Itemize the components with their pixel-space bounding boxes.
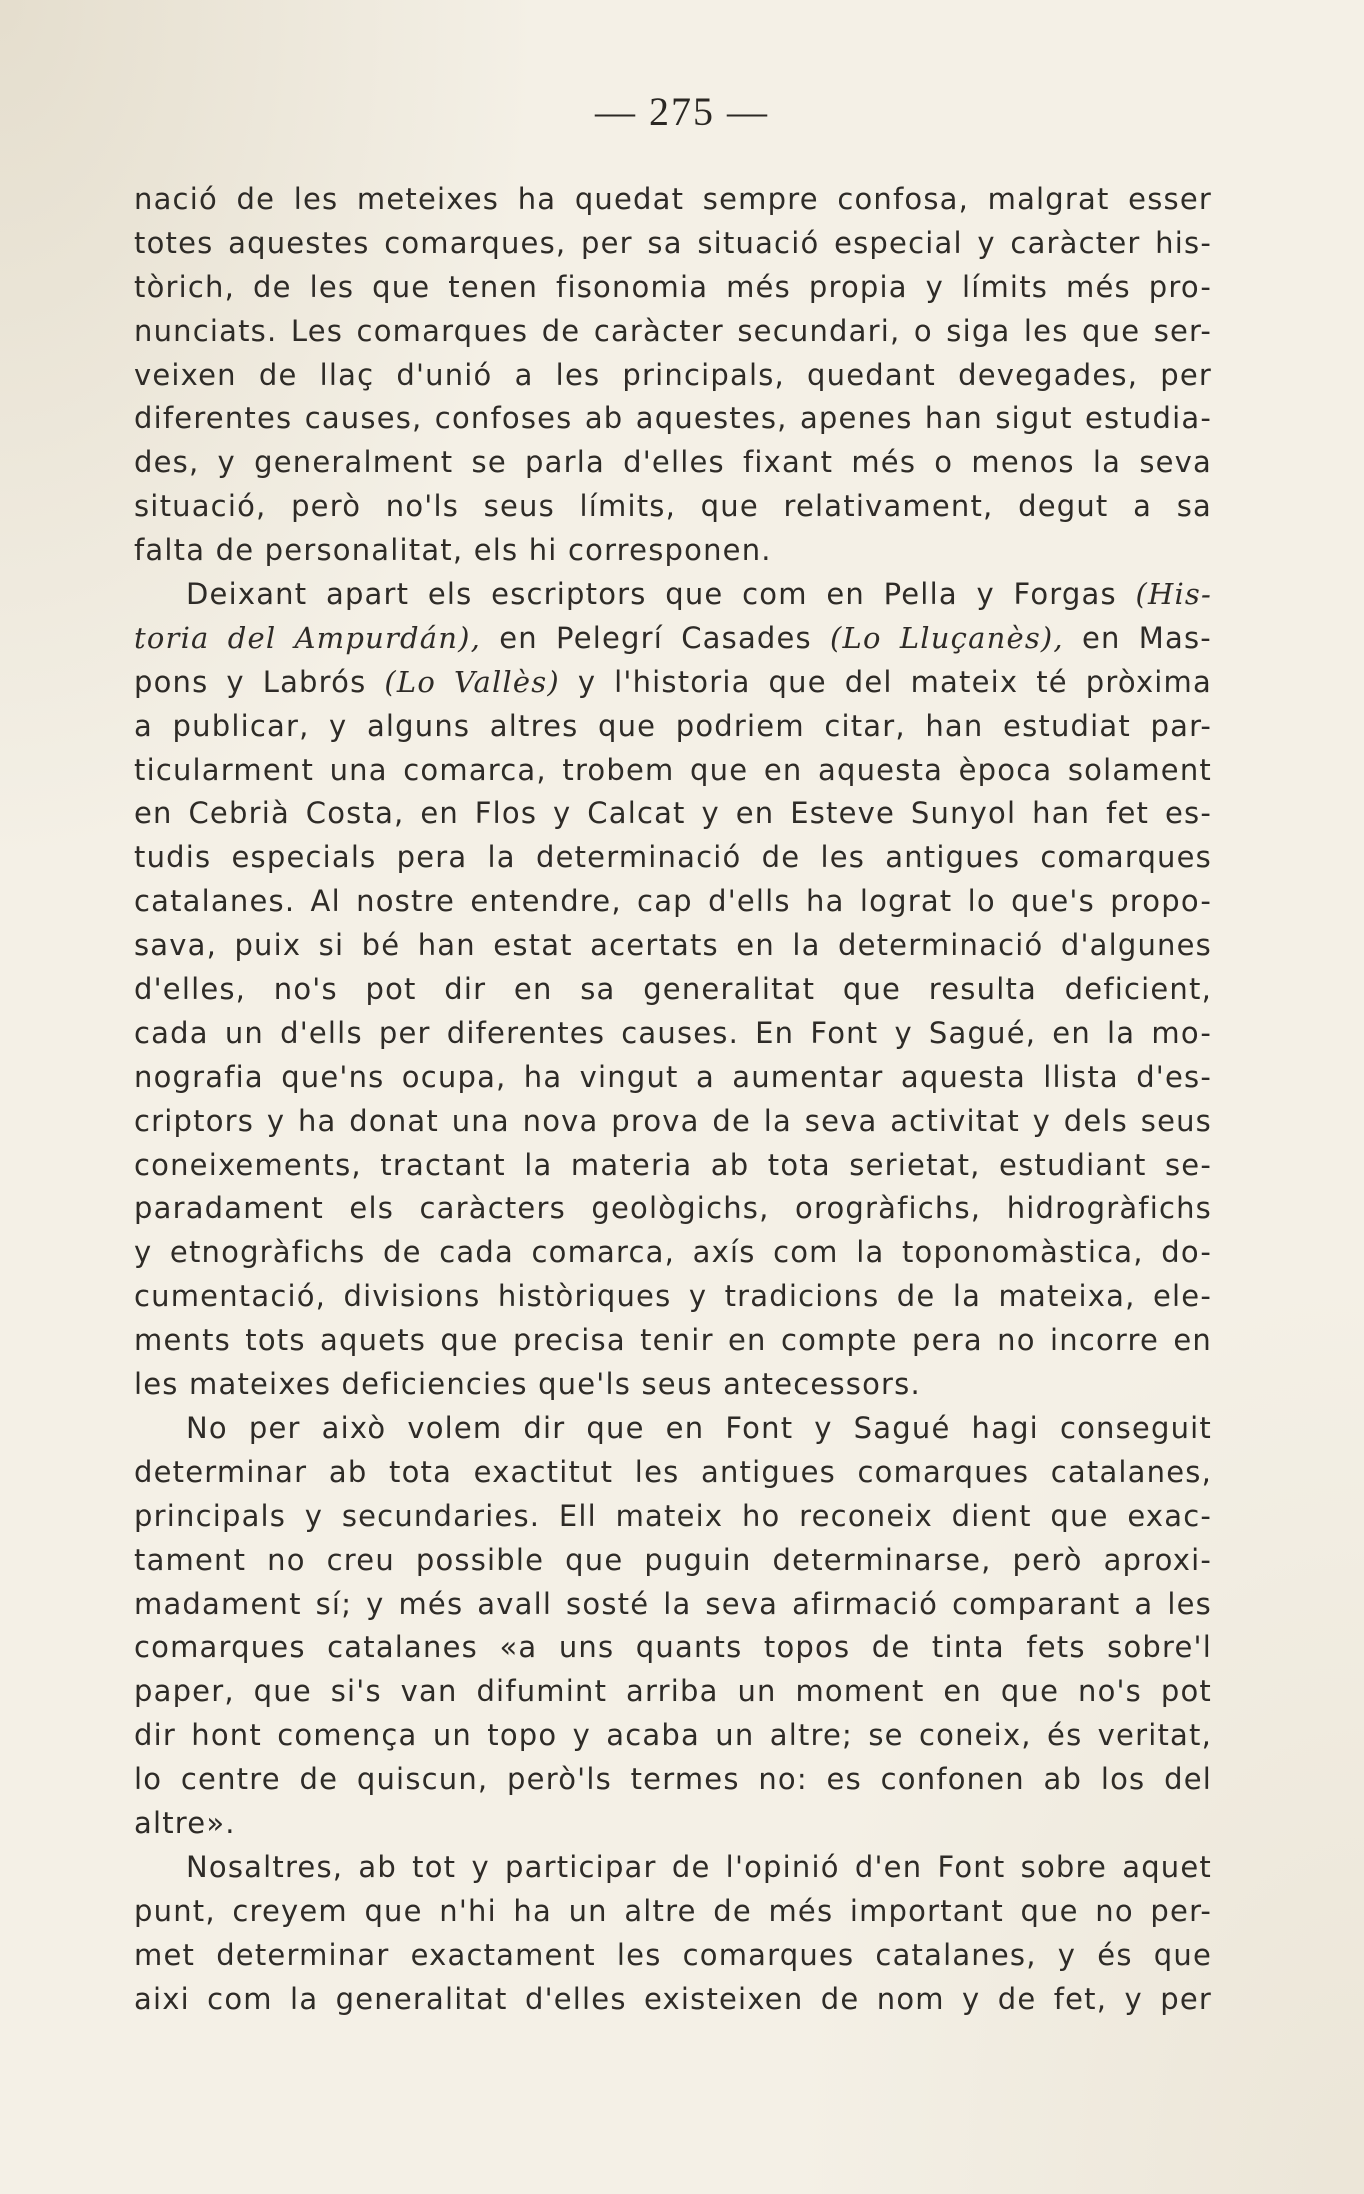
text-line: des, y generalment se parla d'elles fixant més o menos la seva [134, 445, 1212, 480]
text-line: aixi com la generalitat d'elles existeixen de nom y de fet, y per [134, 1981, 1212, 2016]
text-line: met determinar exactament les comarques catalanes, y és que [134, 1937, 1212, 1972]
text-line: criptors y ha donat una nova prova de la seva activitat y dels seus [134, 1103, 1212, 1138]
text-line: comarques catalanes «a uns quants topos de tinta fets sobre'l [134, 1630, 1212, 1665]
text-line: determinar ab tota exactitut les antigues comarques catalanes, [134, 1454, 1212, 1489]
text-line: madament sí; y més avall sosté la seva afirmació comparant a les [134, 1586, 1212, 1621]
text-line: dir hont comença un topo y acaba un altre; se coneix, és veritat, [134, 1718, 1212, 1753]
italic-title: (Lo Lluçanès), [830, 620, 1083, 655]
text-line: altre». [134, 1805, 236, 1840]
italic-title: (Lo Vallès) [384, 664, 578, 699]
text-line: les mateixes deficiencies que'ls seus antecessors. [134, 1367, 921, 1402]
text-line: toria del Ampurdán), en Pelegrí Casades (Lo Lluçanès), en Mas- [134, 620, 1212, 655]
text-line: ments tots aquets que precisa tenir en compte pera no incorre en [134, 1323, 1212, 1358]
text-line: Deixant apart els escriptors que com en Pella y Forgas (His- [186, 577, 1212, 612]
text-line: cumentació, divisions històriques y tradicions de la mateixa, ele- [134, 1279, 1212, 1314]
text-line: No per això volem dir que en Font y Sagué hagi conseguit [186, 1410, 1212, 1445]
text-line: d'elles, no's pot dir en sa generalitat que resulta deficient, [134, 972, 1212, 1007]
text-line: falta de personalitat, els hi corresponen. [134, 533, 772, 568]
text-line: catalanes. Al nostre entendre, cap d'ells ha lograt lo que's propo- [134, 884, 1212, 919]
text-line: veixen de llaç d'unió a les principals, quedant devegades, per [134, 357, 1212, 392]
text-line: Nosaltres, ab tot y participar de l'opinió d'en Font sobre aquet [186, 1849, 1212, 1884]
text-line: nografia que'ns ocupa, ha vingut a aumentar aquesta llista d'es- [134, 1059, 1212, 1094]
body-text [134, 178, 1212, 2021]
text-line: paradament els caràcters geològichs, orogràfichs, hidrogràfichs [134, 1191, 1212, 1226]
text-line: lo centre de quiscun, però'ls termes no: es confonen ab los del [134, 1762, 1212, 1797]
text-line: a publicar, y alguns altres que podriem citar, han estudiat par- [134, 708, 1212, 743]
text-line: ticularment una comarca, trobem que en aquesta època solament [134, 752, 1212, 787]
text-line: principals y secundaries. Ell mateix ho reconeix dient que exac- [134, 1498, 1212, 1533]
text-line: cada un d'ells per diferentes causes. En Font y Sagué, en la mo- [134, 1015, 1212, 1050]
text-line: diferentes causes, confoses ab aquestes, apenes han sigut estudia- [134, 401, 1212, 436]
text-line: en Cebrià Costa, en Flos y Calcat y en Esteve Sunyol han fet es- [134, 796, 1212, 831]
text-line: tudis especials pera la determinació de les antigues comarques [134, 840, 1212, 875]
text-line: nació de les meteixes ha quedat sempre confosa, malgrat esser [134, 182, 1212, 216]
text-line: tòrich, de les que tenen fisonomia més propia y límits més pro- [134, 269, 1212, 304]
italic-title: toria del Ampurdán), [134, 620, 500, 655]
text-line: totes aquestes comarques, per sa situació especial y caràcter his- [134, 225, 1212, 260]
text-line: punt, creyem que n'hi ha un altre de més important que no per- [134, 1893, 1212, 1928]
text-line: tament no creu possible que puguin determinarse, però aproxi- [134, 1542, 1212, 1577]
italic-title: (His- [1135, 577, 1212, 612]
text-line: pons y Labrós (Lo Vallès) y l'historia que del mateix té pròxima [134, 664, 1212, 699]
text-line: y etnogràfichs de cada comarca, axís com la toponomàstica, do- [134, 1235, 1212, 1270]
text-line: sava, puix si bé han estat acertats en la determinació d'algunes [134, 928, 1212, 963]
text-line: situació, però no'ls seus límits, que relativament, degut a sa [134, 489, 1212, 524]
text-line: paper, que si's van difumint arriba un moment en que no's pot [134, 1674, 1212, 1709]
text-line: coneixements, tractant la materia ab tota serietat, estudiant se- [134, 1147, 1212, 1182]
text-line: nunciats. Les comarques de caràcter secundari, o siga les que ser- [134, 313, 1212, 348]
page-number: — 275 — [595, 89, 769, 134]
